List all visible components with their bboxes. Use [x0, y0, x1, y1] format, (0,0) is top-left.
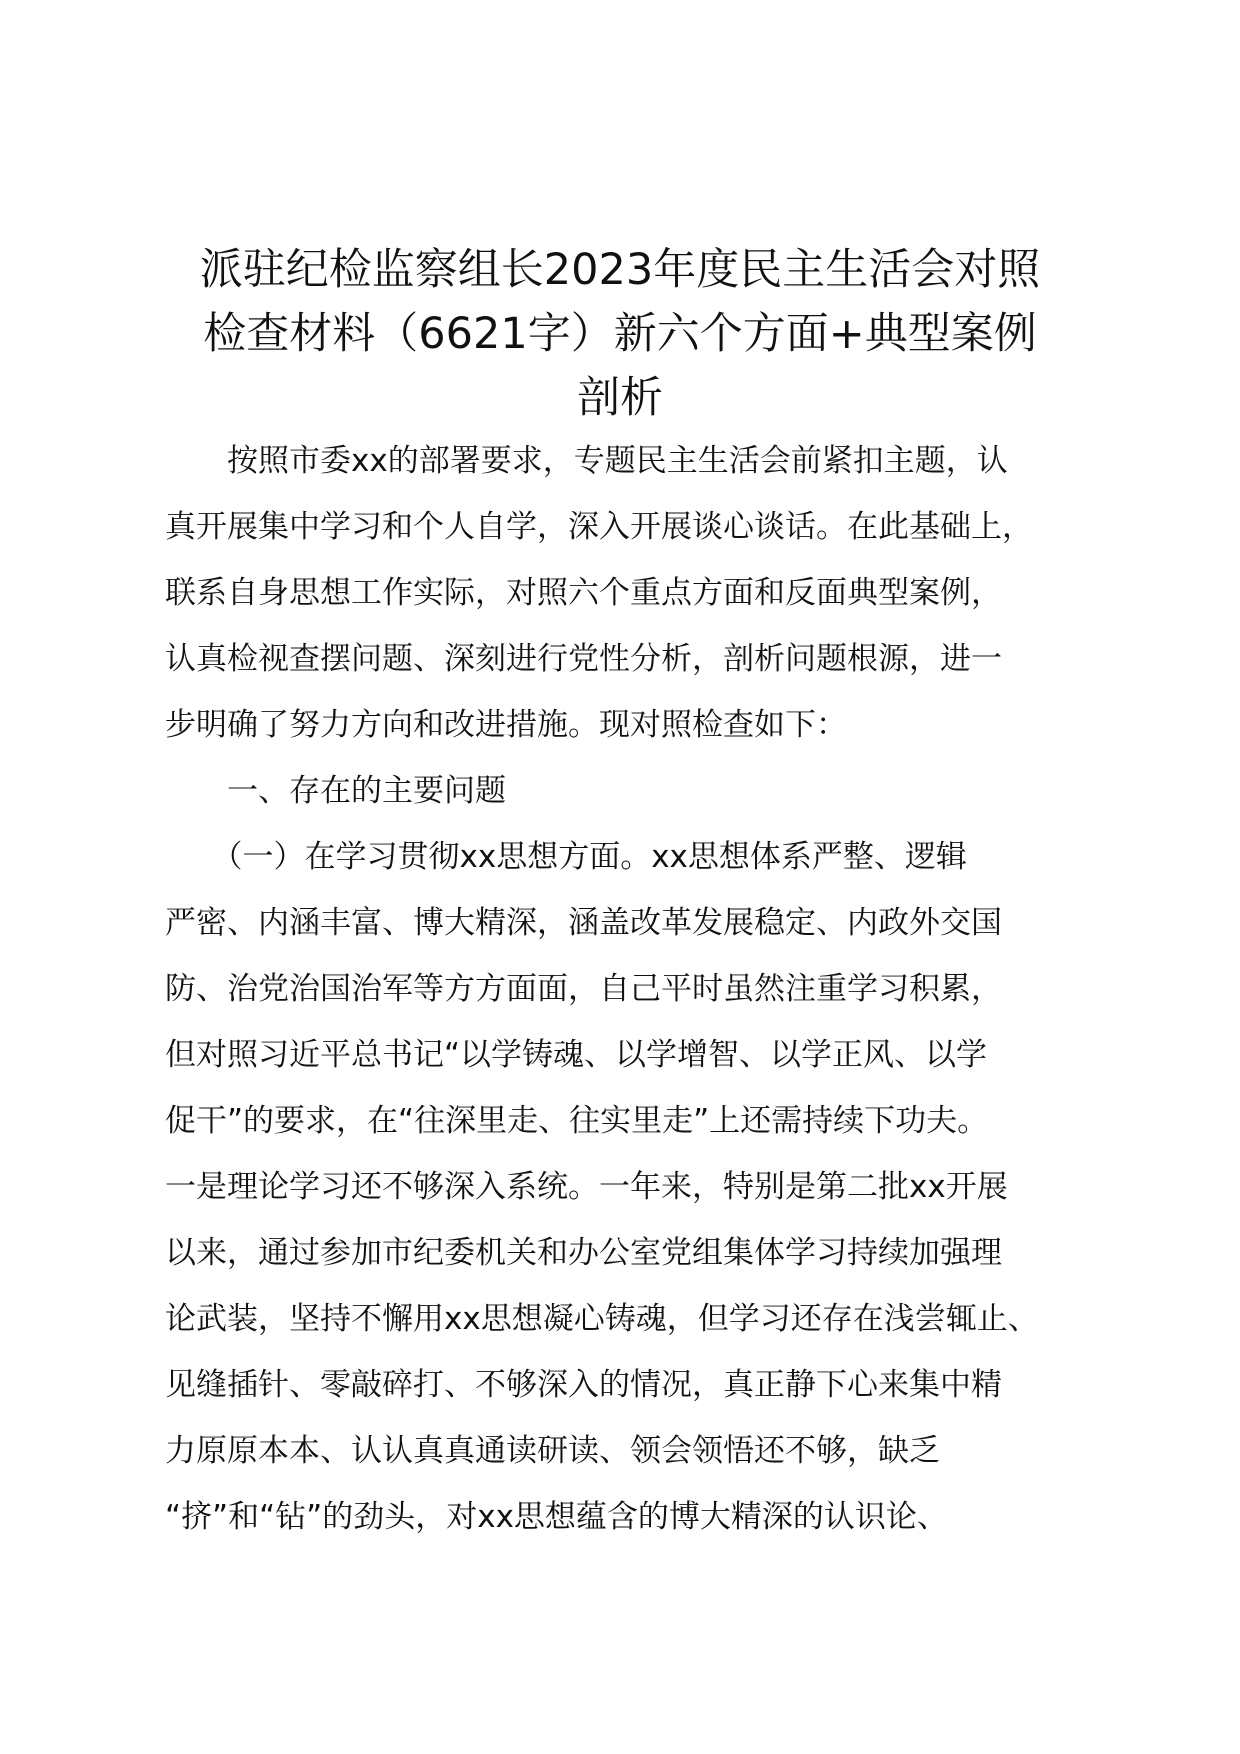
body-line: 见缝插针、零敲碎打、不够深入的情况，真正静下心来集中精 [165, 1367, 1002, 1403]
body-line: （一）在学习贯彻xx思想方面。xx思想体系严整、逻辑 [165, 839, 967, 875]
body-line: “挤”和“钻”的劲头，对xx思想蕴含的博大精深的认识论、 [165, 1499, 948, 1535]
body-line: 联系自身思想工作实际，对照六个重点方面和反面典型案例， [165, 575, 1002, 611]
body-line: 防、治党治国治军等方方面面，自己平时虽然注重学习积累， [165, 971, 1002, 1007]
body-line: 真开展集中学习和个人自学，深入开展谈心谈话。在此基础上， [165, 509, 1033, 545]
body-line: 但对照习近平总书记“以学铸魂、以学增智、以学正风、以学 [165, 1037, 988, 1073]
body-line: 按照市委xx的部署要求，专题民主生活会前紧扣主题，认 [165, 443, 1008, 479]
body-line: 严密、内涵丰富、博大精深，涵盖改革发展稳定、内政外交国 [165, 905, 1002, 941]
body-line: 力原原本本、认认真真通读研读、领会领悟还不够，缺乏 [165, 1433, 940, 1469]
document-body [165, 428, 1100, 1550]
title-line: 检查材料（6621字）新六个方面+典型案例 [203, 309, 1037, 359]
body-line: 一是理论学习还不够深入系统。一年来，特别是第二批xx开展 [165, 1169, 1008, 1205]
body-line: 促干”的要求，在“往深里走、往实里走”上还需持续下功夫。 [165, 1103, 989, 1139]
body-line: 以来，通过参加市纪委机关和办公室党组集体学习持续加强理 [165, 1235, 1002, 1271]
title-line: 派驻纪检监察组长2023年度民主生活会对照 [199, 245, 1041, 295]
body-line: 论武装，坚持不懈用xx思想凝心铸魂，但学习还存在浅尝辄止、 [165, 1301, 1039, 1337]
document-title [150, 238, 1090, 430]
body-line: 步明确了努力方向和改进措施。现对照检查如下： [165, 707, 847, 743]
title-line: 剖析 [577, 373, 663, 423]
body-line: 认真检视查摆问题、深刻进行党性分析，剖析问题根源，进一 [165, 641, 1002, 677]
section-heading: 一、存在的主要问题 [165, 773, 506, 809]
